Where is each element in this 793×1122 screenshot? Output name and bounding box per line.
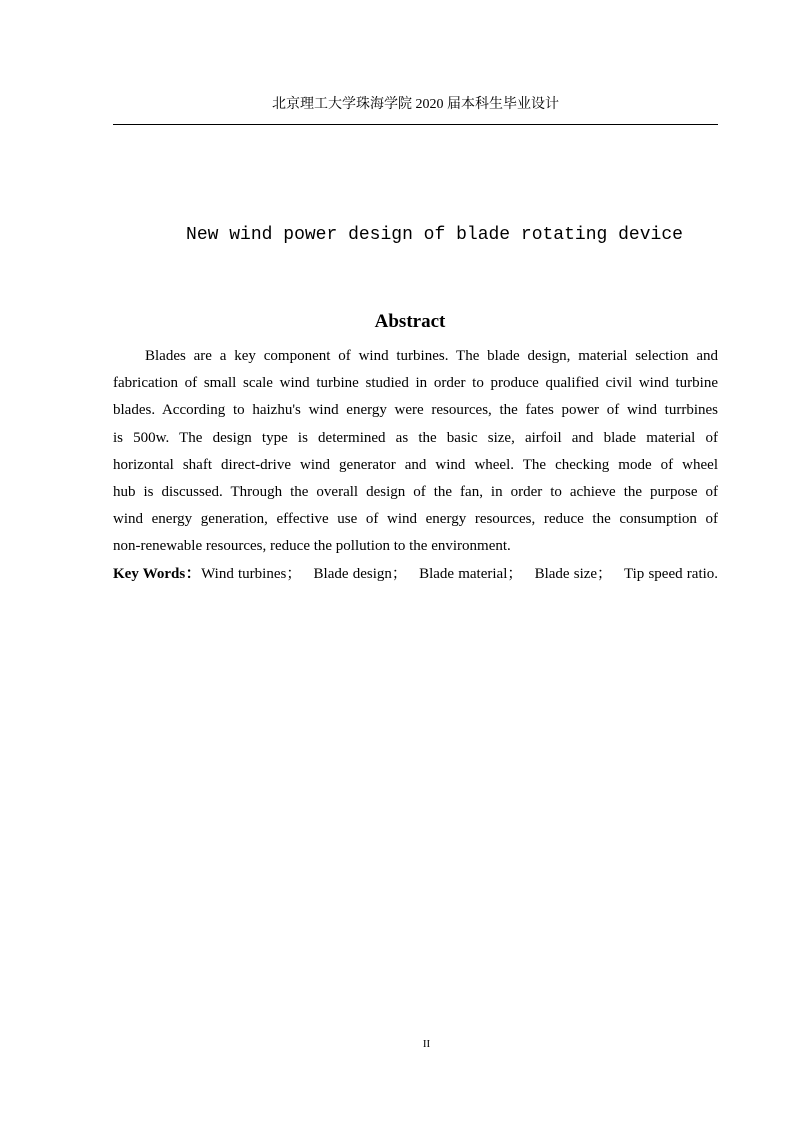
- keyword-item: Wind turbines；: [201, 565, 302, 582]
- page-number: II: [422, 1038, 431, 1050]
- abstract-line: hub is discussed. Through the overall design of the fan, in order to achieve the purpose of: [113, 483, 718, 500]
- abstract-line: is 500w. The design type is determined as the basic size, airfoil and blade material of: [113, 429, 718, 446]
- abstract-line: non-renewable resources, reduce the pollution to the environment.: [113, 538, 511, 555]
- keyword-item: Tip speed ratio.: [623, 565, 719, 582]
- keywords-label: Key Words：: [113, 565, 202, 582]
- abstract-line: fabrication of small scale wind turbine studied in order to produce qualified civil wind turbine: [113, 375, 718, 392]
- keyword-item: Blade material；: [419, 565, 523, 582]
- keyword-item: Blade size；: [534, 565, 613, 582]
- keyword-item: Blade design；: [313, 565, 407, 582]
- document-title: New wind power design of blade rotating device: [186, 225, 683, 245]
- abstract-line: horizontal shaft direct-drive wind generator and wind wheel. The checking mode of wheel: [113, 456, 718, 473]
- abstract-line: wind energy generation, effective use of wind energy resources, reduce the consumption of: [113, 511, 718, 528]
- abstract-heading: Abstract: [374, 311, 446, 332]
- abstract-line: Blades are a key component of wind turbines. The blade design, material selection and: [145, 348, 718, 364]
- running-header: 北京理工大学珠海学院 2020 届本科生毕业设计: [113, 95, 718, 125]
- abstract-body: [113, 343, 718, 588]
- keywords-line: [113, 561, 718, 588]
- abstract-line: blades. According to haizhu's wind energy were resources, the fates power of wind turrbines: [113, 402, 718, 419]
